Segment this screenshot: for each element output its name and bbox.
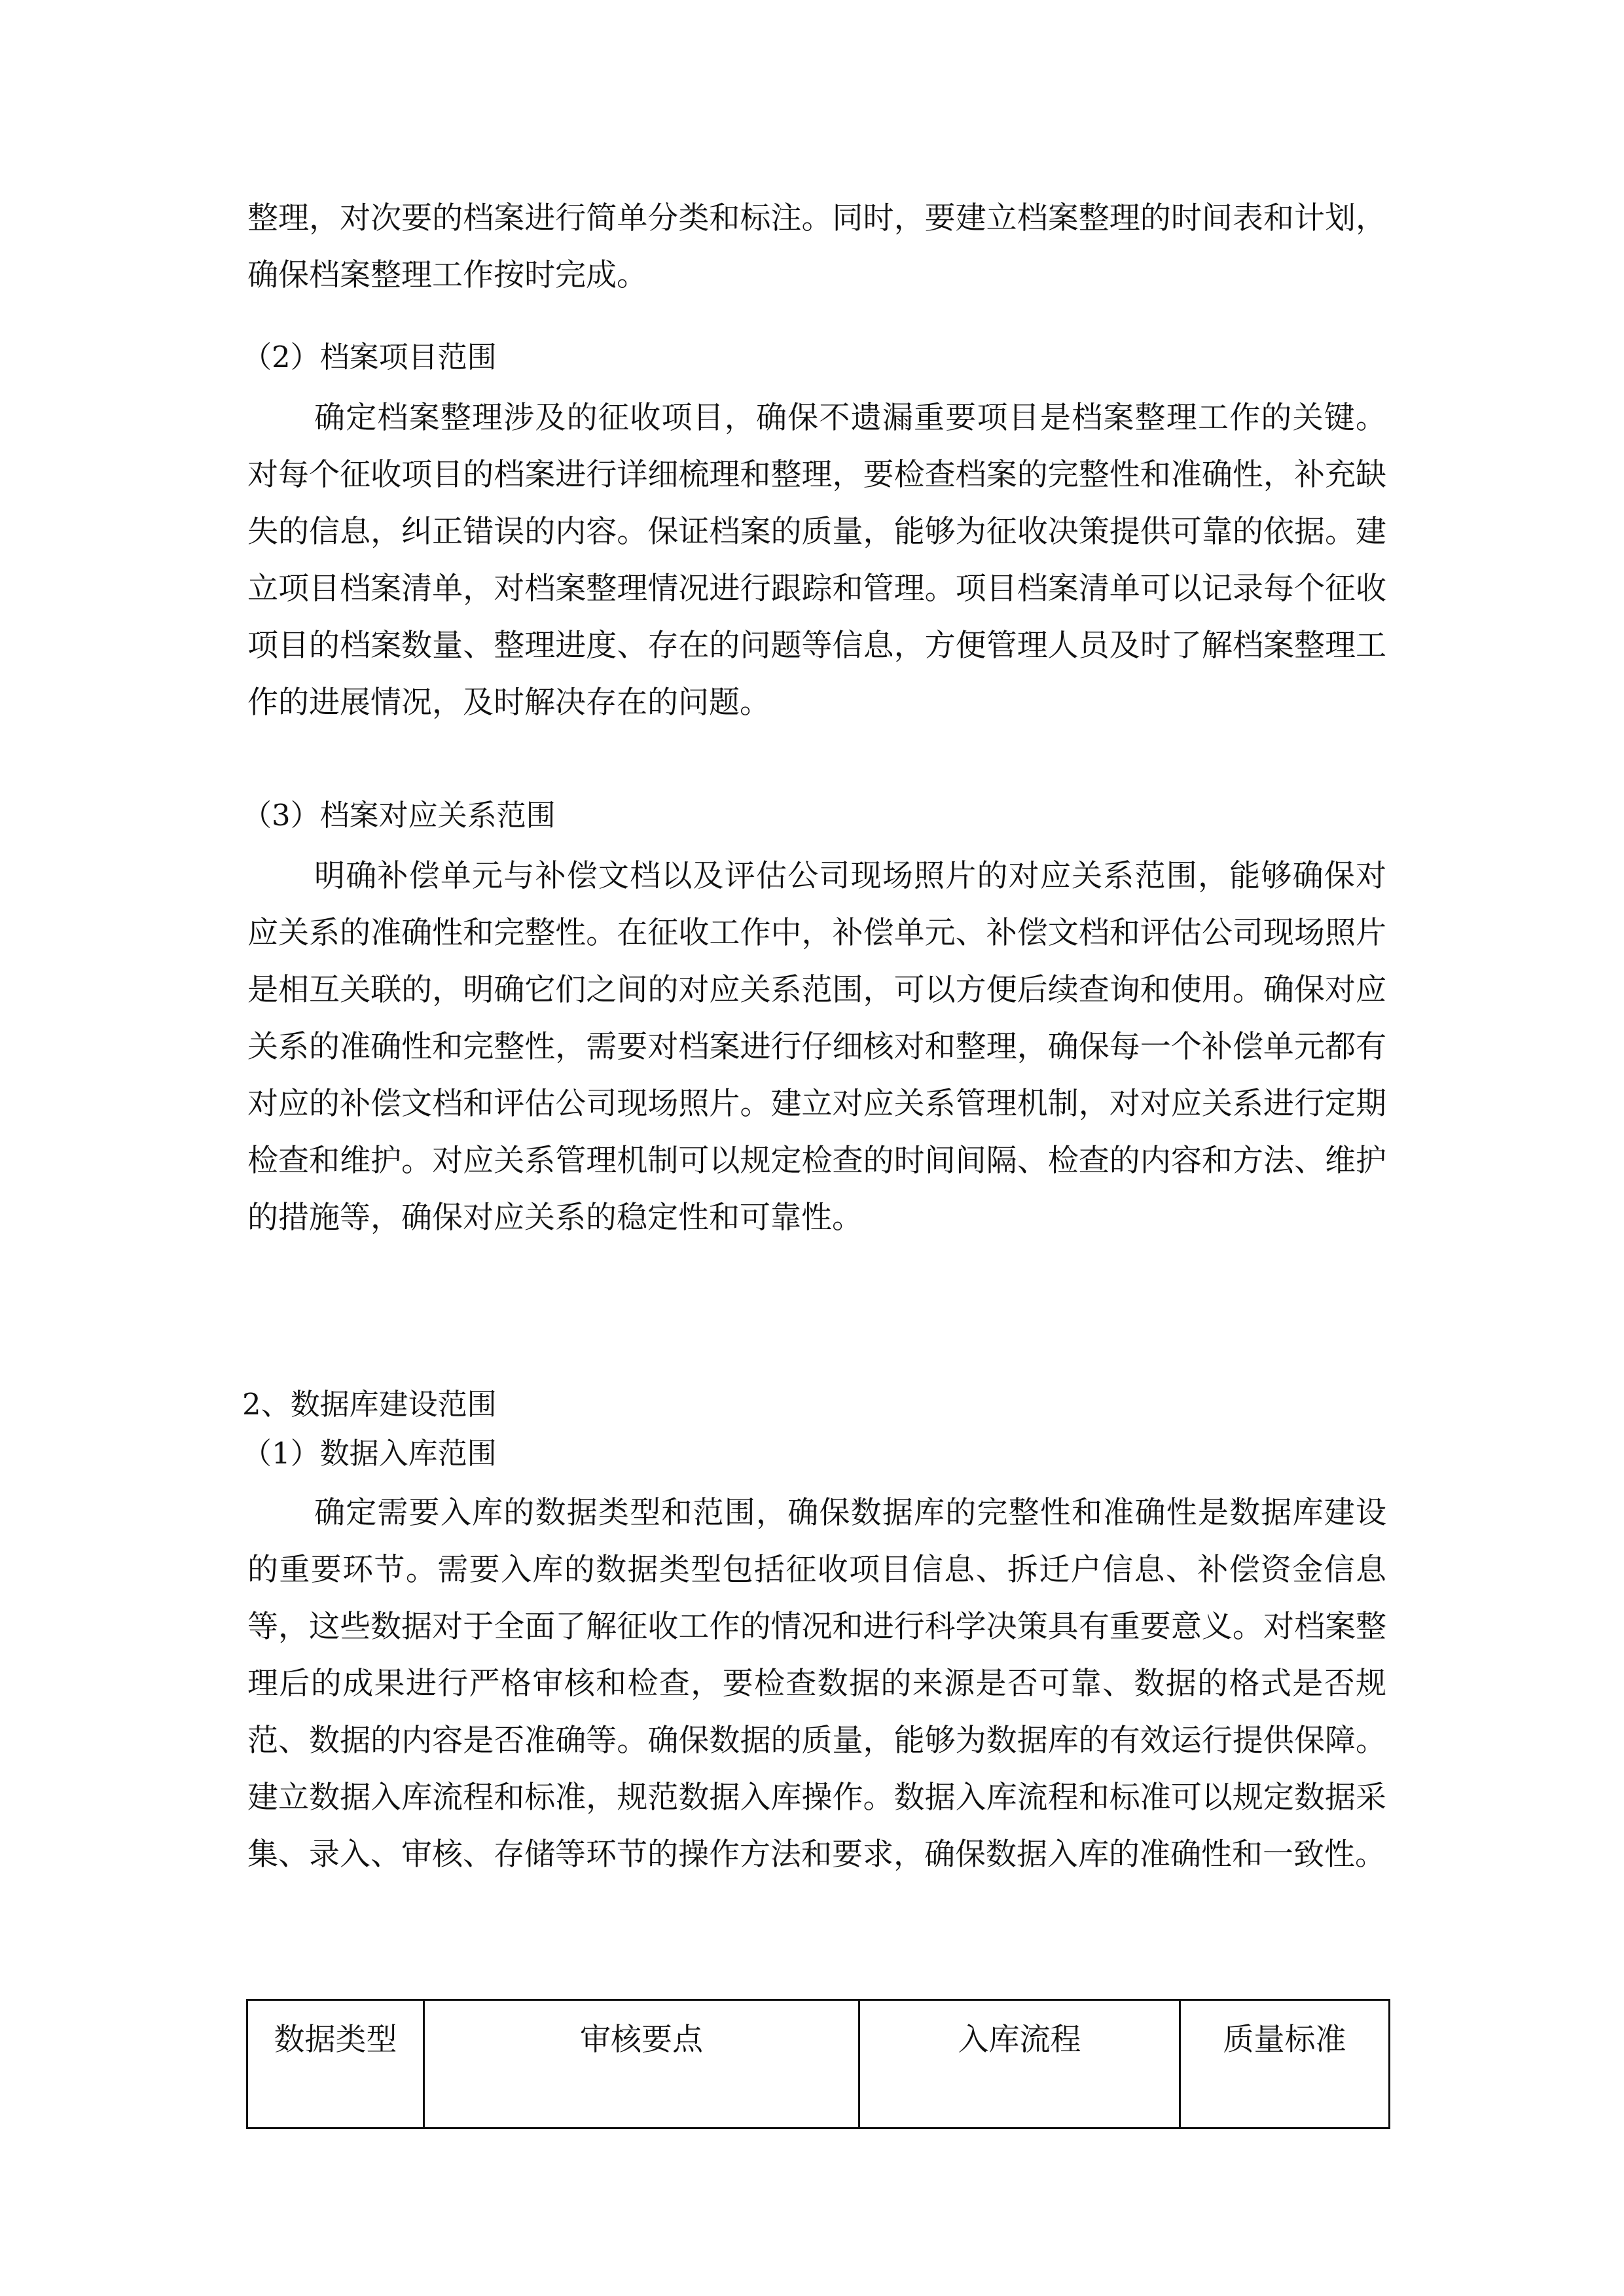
paragraph-archive-project-scope: 确定档案整理涉及的征收项目，确保不遗漏重要项目是档案整理工作的关键。对每个征收项目的档案进行详细梳理和整理，要检查档案的完整性和准确性，补充缺失的信息，纠正错误的内容。保证档案的质量，能够为征收决策提供可靠的依据。建立项目档案清单，对档案整理情况进行跟踪和管理。项目档案清单可以记录每个征收项目的档案数量、整理进度、存在的问题等信息，方便管理人员及时了解档案整理工作的进展情况，及时解决存在的问题。 — [247, 400, 1386, 721]
heading-data-ingest-scope: （1）数据入库范围 — [242, 1436, 497, 1471]
table-header-review-points: 审核要点 — [424, 2000, 859, 2128]
paragraph-data-ingest-scope: 确定需要入库的数据类型和范围，确保数据库的完整性和准确性是数据库建设的重要环节。需要入库的数据类型包括征收项目信息、拆迁户信息、补偿资金信息等，这些数据对于全面了解征收工作的情况和进行科学决策具有重要意义。对档案整理后的成果进行严格审核和检查，要检查数据的来源是否可靠、数据的格式是否规范、数据的内容是否准确等。确保数据的质量，能够为数据库的有效运行提供保障。建立数据入库流程和标准，规范数据入库操作。数据入库流程和标准可以规定数据采集、录入、审核、存储等环节的操作方法和要求，确保数据入库的准确性和一致性。 — [247, 1495, 1386, 1873]
heading-archive-relation-scope: （3）档案对应关系范围 — [242, 798, 556, 833]
table-header-ingest-process: 入库流程 — [859, 2000, 1180, 2128]
table-header-row — [247, 2000, 1390, 2128]
table-header-quality-standard: 质量标准 — [1180, 2000, 1390, 2128]
paragraph-archive-relation-scope: 明确补偿单元与补偿文档以及评估公司现场照片的对应关系范围，能够确保对应关系的准确性和完整性。在征收工作中，补偿单元、补偿文档和评估公司现场照片是相互关联的，明确它们之间的对应关系范围，可以方便后续查询和使用。确保对应关系的准确性和完整性，需要对档案进行仔细核对和整理，确保每一个补偿单元都有对应的补偿文档和评估公司现场照片。建立对应关系管理机制，对对应关系进行定期检查和维护。对应关系管理机制可以规定检查的时间间隔、检查的内容和方法、维护的措施等，确保对应关系的稳定性和可靠性。 — [247, 858, 1386, 1236]
heading-database-scope: 2、数据库建设范围 — [242, 1387, 497, 1422]
data-ingest-table — [246, 1999, 1390, 2129]
paragraph-archive-schedule: 整理，对次要的档案进行简单分类和标注。同时，要建立档案整理的时间表和计划，确保档案整理工作按时完成。 — [247, 200, 1386, 293]
heading-archive-project-scope: （2）档案项目范围 — [242, 340, 497, 374]
table-header-data-type: 数据类型 — [247, 2000, 424, 2128]
